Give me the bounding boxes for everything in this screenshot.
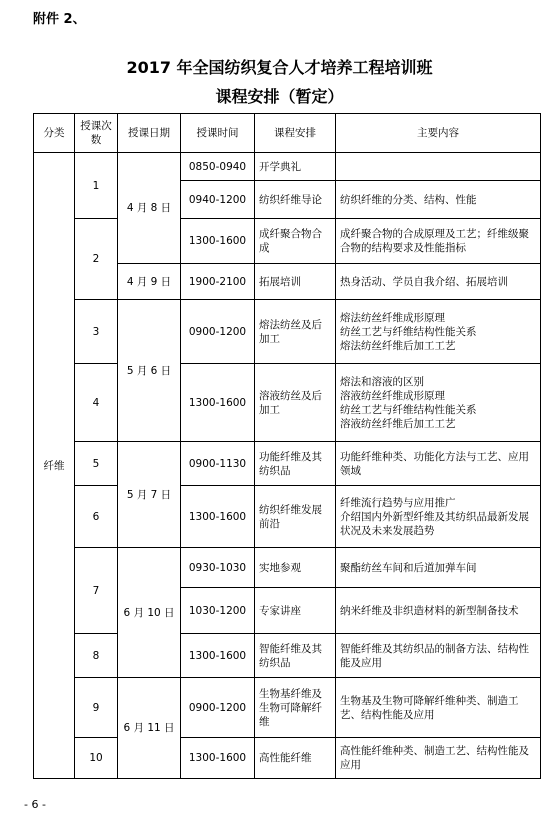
time-cell: 1300-1600 <box>181 634 255 678</box>
content-cell: 高性能纤维种类、制造工艺、结构性能及应用 <box>336 738 541 779</box>
table-row <box>34 442 541 486</box>
content-cell: 成纤聚合物的合成原理及工艺；纤维级聚合物的结构要求及性能指标 <box>336 219 541 264</box>
table-row <box>34 300 541 364</box>
session-cell: 4 <box>75 364 118 442</box>
header-content: 主要内容 <box>336 114 541 153</box>
annex-label: 附件 2、 <box>33 12 86 27</box>
time-cell: 0850-0940 <box>181 153 255 181</box>
content-cell <box>336 153 541 181</box>
time-cell: 0900-1130 <box>181 442 255 486</box>
category-cell: 纤维 <box>34 153 75 779</box>
content-cell: 生物基及生物可降解纤维种类、制造工艺、结构性能及应用 <box>336 678 541 738</box>
course-cell: 拓展培训 <box>255 264 336 300</box>
page-number: - 6 - <box>24 798 46 811</box>
date-cell: 4 月 9 日 <box>118 264 181 300</box>
time-cell: 0930-1030 <box>181 548 255 588</box>
table-row <box>34 738 541 779</box>
course-cell: 溶液纺丝及后加工 <box>255 364 336 442</box>
time-cell: 1300-1600 <box>181 486 255 548</box>
session-cell: 3 <box>75 300 118 364</box>
date-cell: 6 月 11 日 <box>118 678 181 779</box>
session-cell: 7 <box>75 548 118 634</box>
course-cell: 智能纤维及其纺织品 <box>255 634 336 678</box>
time-cell: 0900-1200 <box>181 300 255 364</box>
course-cell: 功能纤维及其纺织品 <box>255 442 336 486</box>
table-row <box>34 153 541 181</box>
session-cell: 8 <box>75 634 118 678</box>
content-cell: 熔法和溶液的区别 溶液纺丝纤维成形原理 纺丝工艺与纤维结构性能关系 溶液纺丝纤维后加工工艺 <box>336 364 541 442</box>
course-schedule-table <box>33 113 541 779</box>
header-date: 授课日期 <box>118 114 181 153</box>
content-cell: 智能纤维及其纺织品的制备方法、结构性能及应用 <box>336 634 541 678</box>
time-cell: 1900-2100 <box>181 264 255 300</box>
page-title: 2017 年全国纺织复合人才培养工程培训班 <box>126 58 433 77</box>
content-cell: 聚酯纺丝车间和后道加弹车间 <box>336 548 541 588</box>
table-row <box>34 678 541 738</box>
content-cell: 热身活动、学员自我介绍、拓展培训 <box>336 264 541 300</box>
content-cell: 功能纤维种类、功能化方法与工艺、应用领域 <box>336 442 541 486</box>
content-cell: 纺织纤维的分类、结构、性能 <box>336 181 541 219</box>
course-cell: 成纤聚合物合成 <box>255 219 336 264</box>
table-row <box>34 548 541 588</box>
session-cell: 1 <box>75 153 118 219</box>
table-header-row <box>34 114 541 153</box>
page-subtitle: 课程安排（暂定） <box>215 87 344 106</box>
table-row <box>34 486 541 548</box>
session-cell: 10 <box>75 738 118 779</box>
header-category: 分类 <box>34 114 75 153</box>
session-cell: 2 <box>75 219 118 300</box>
time-cell: 0940-1200 <box>181 181 255 219</box>
table-row <box>34 219 541 264</box>
course-cell: 开学典礼 <box>255 153 336 181</box>
session-cell: 6 <box>75 486 118 548</box>
content-cell: 纳米纤维及非织造材料的新型制备技术 <box>336 588 541 634</box>
session-cell: 9 <box>75 678 118 738</box>
table-row <box>34 634 541 678</box>
date-cell: 5 月 7 日 <box>118 442 181 548</box>
course-cell: 生物基纤维及生物可降解纤维 <box>255 678 336 738</box>
course-cell: 纺织纤维导论 <box>255 181 336 219</box>
time-cell: 1300-1600 <box>181 219 255 264</box>
course-cell: 纺织纤维发展前沿 <box>255 486 336 548</box>
content-cell: 熔法纺丝纤维成形原理 纺丝工艺与纤维结构性能关系 熔法纺丝纤维后加工工艺 <box>336 300 541 364</box>
time-cell: 1300-1600 <box>181 738 255 779</box>
header-course: 课程安排 <box>255 114 336 153</box>
time-cell: 1300-1600 <box>181 364 255 442</box>
date-cell: 6 月 10 日 <box>118 548 181 678</box>
course-cell: 高性能纤维 <box>255 738 336 779</box>
course-cell: 专家讲座 <box>255 588 336 634</box>
course-cell: 熔法纺丝及后加工 <box>255 300 336 364</box>
date-cell: 4 月 8 日 <box>118 153 181 264</box>
time-cell: 0900-1200 <box>181 678 255 738</box>
header-session-count: 授课次数 <box>75 114 118 153</box>
table-row <box>34 364 541 442</box>
header-time: 授课时间 <box>181 114 255 153</box>
time-cell: 1030-1200 <box>181 588 255 634</box>
content-cell: 纤维流行趋势与应用推广 介绍国内外新型纤维及其纺织品最新发展状况及未来发展趋势 <box>336 486 541 548</box>
date-cell: 5 月 6 日 <box>118 300 181 442</box>
session-cell: 5 <box>75 442 118 486</box>
course-cell: 实地参观 <box>255 548 336 588</box>
